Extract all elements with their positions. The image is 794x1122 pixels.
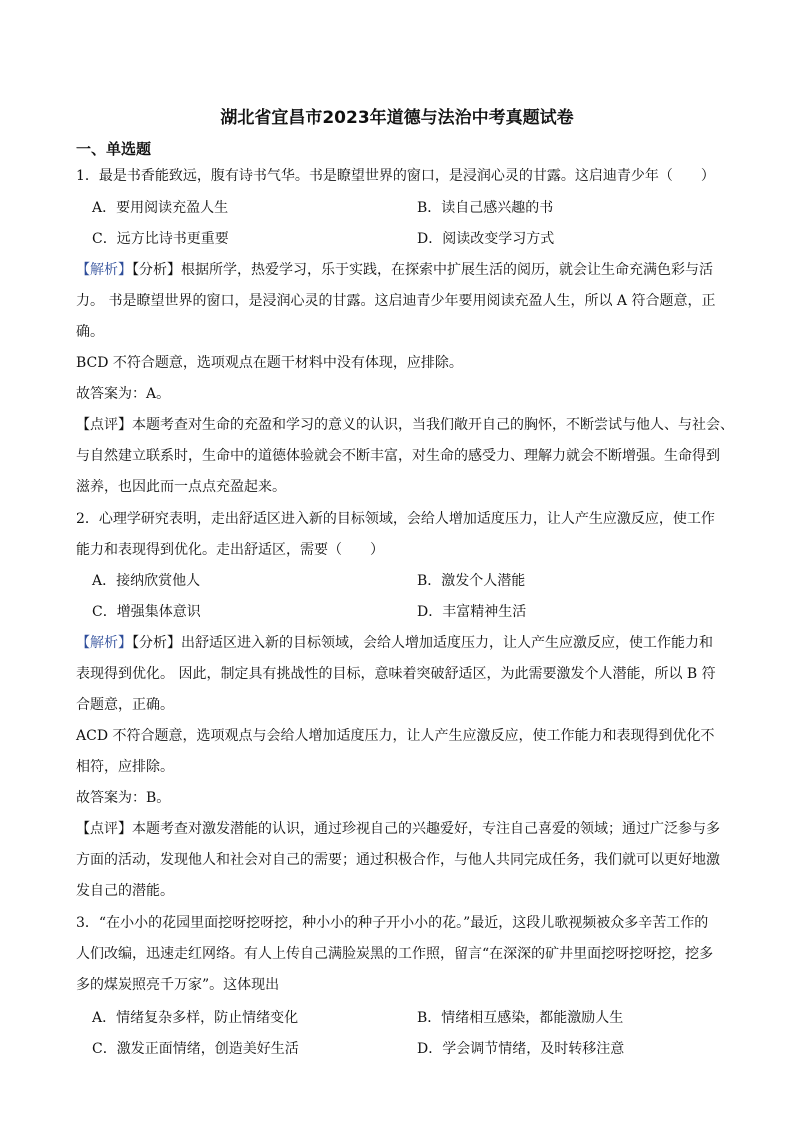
q3-stem-line: 多的煤炭照亮千万家”。这体现出: [76, 977, 280, 993]
q1-comment-line: 与自然建立联系时，生命中的道德体验就会不断丰富，对生命的感受力、理解力就会不断增强。生命得到: [76, 448, 720, 464]
q1-answer: 故答案为：A。: [76, 386, 171, 402]
q2-option-d: D．丰富精神生活: [417, 604, 527, 620]
q1-option-c: C．远方比诗书更重要: [92, 231, 229, 247]
section-title: 一、单选题: [76, 140, 152, 158]
analysis-text: 【分析】出舒适区进入新的目标领域，会给人增加适度压力，让人产生应激反应，使工作能力和: [132, 635, 713, 651]
q2-stem-line: 2．心理学研究表明，走出舒适区进入新的目标领域，会给人增加适度压力，让人产生应激反应，使工作: [76, 511, 715, 527]
analysis-text: 【分析】根据所学，热爱学习，乐于实践，在探索中扩展生活的阅历，就会让生命充满色彩与活: [132, 262, 713, 278]
q2-stem-line: 能力和表现得到优化。走出舒适区，需要（ ）: [76, 542, 384, 558]
q2-analysis-line: [76, 633, 756, 653]
q1-analysis-line: 确。: [76, 324, 104, 340]
page-title: 湖北省宜昌市2023年道德与法治中考真题试卷: [220, 108, 574, 128]
q2-option-a: A．接纳欣赏他人: [92, 573, 201, 589]
q1-comment-line: 滋养，也因此而一点点充盈起来。: [76, 479, 286, 495]
q3-option-b: B．情绪相互感染，都能激励人生: [417, 1010, 624, 1026]
q1-option-a: A．要用阅读充盈人生: [92, 200, 229, 216]
q3-option-c: C．激发正面情绪，创造美好生活: [92, 1041, 299, 1057]
q2-answer: 故答案为：B。: [76, 790, 171, 806]
q2-analysis-line: 合题意，正确。: [76, 697, 174, 713]
q1-analysis-line: 力。 书是瞭望世界的窗口，是浸润心灵的甘露。这启迪青少年要用阅读充盈人生，所以 A 符合题意，正: [76, 293, 716, 309]
q2-analysis-line: ACD 不符合题意，选项观点与会给人增加适度压力，让人产生应激反应，使工作能力和表现得到优化不: [76, 728, 715, 744]
q3-option-d: D．学会调节情绪，及时转移注意: [417, 1041, 625, 1057]
q1-stem: 1．最是书香能致远，腹有诗书气华。书是瞭望世界的窗口，是浸润心灵的甘露。这启迪青少年（ ）: [76, 168, 715, 184]
q1-analysis-line: [76, 260, 756, 280]
q3-stem-line: 3．“在小小的花园里面挖呀挖呀挖，种小小的种子开小小的花。”最近，这段儿歌视频被众多辛苦工作的: [76, 915, 709, 931]
q3-option-a: A．情绪复杂多样，防止情绪变化: [92, 1010, 299, 1026]
analysis-tag: 【解析】: [76, 262, 132, 278]
q2-comment-line: 方面的活动，发现他人和社会对自己的需要；通过积极合作，与他人共同完成任务，我们就可以更好地激: [76, 852, 720, 868]
q2-analysis-line: 表现得到优化。 因此，制定具有挑战性的目标，意味着突破舒适区，为此需要激发个人潜能，所以 B 符: [76, 666, 716, 682]
q1-analysis-line: BCD 不符合题意，选项观点在题干材料中没有体现，应排除。: [76, 355, 463, 371]
q1-option-d: D．阅读改变学习方式: [417, 231, 555, 247]
q1-option-b: B．读自己感兴趣的书: [417, 200, 554, 216]
analysis-tag: 【解析】: [76, 635, 132, 651]
q1-comment-line: 【点评】本题考查对生命的充盈和学习的意义的认识，当我们敞开自己的胸怀，不断尝试与他人、与社会、: [76, 417, 734, 433]
q2-comment-line: 发自己的潜能。: [76, 883, 174, 899]
q2-option-b: B．激发个人潜能: [417, 573, 526, 589]
q2-analysis-line: 相符，应排除。: [76, 759, 174, 775]
q3-stem-line: 人们改编，迅速走红网络。有人上传自己满脸炭黑的工作照，留言“在深深的矿井里面挖呀挖呀挖，挖多: [76, 946, 714, 962]
q2-option-c: C．增强集体意识: [92, 604, 201, 620]
q2-comment-line: 【点评】本题考查对激发潜能的认识，通过珍视自己的兴趣爱好，专注自己喜爱的领域；通过广泛参与多: [76, 821, 720, 837]
